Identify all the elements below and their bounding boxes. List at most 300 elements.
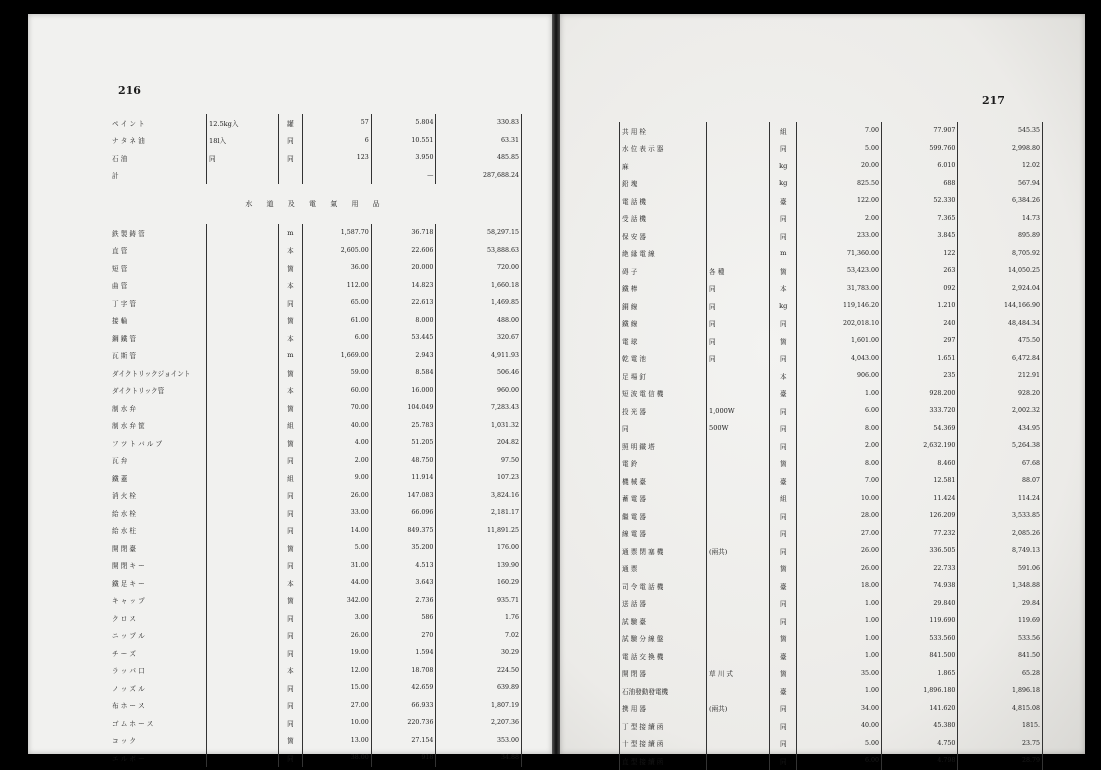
table-row xyxy=(110,224,522,242)
item-quantity: 26.00 xyxy=(797,560,882,578)
item-amount: 4,911.93 xyxy=(436,347,522,365)
item-spec xyxy=(207,504,279,522)
item-amount: 12.02 xyxy=(958,157,1043,175)
table-row xyxy=(620,402,1043,420)
item-quantity: 202,018.10 xyxy=(797,315,882,333)
item-quantity: 1.00 xyxy=(797,595,882,613)
item-amount: 287,688.24 xyxy=(436,167,522,185)
item-name: 瓦 斯 管 xyxy=(110,347,207,365)
item-spec xyxy=(207,557,279,575)
item-name: ゴ ム ホ ー ス xyxy=(110,714,207,732)
item-name: 受 話 機 xyxy=(620,210,707,228)
table-row xyxy=(620,157,1043,175)
item-spec xyxy=(707,245,770,263)
item-spec xyxy=(707,472,770,490)
item-amount: 895.89 xyxy=(958,227,1043,245)
item-unit-price: 27.154 xyxy=(371,732,436,750)
item-quantity: 40.00 xyxy=(797,717,882,735)
item-unit-price: 4.750 xyxy=(882,735,958,753)
item-name: ナ タ ネ 油 xyxy=(110,132,207,150)
item-name: ニ ッ プ ル xyxy=(110,627,207,645)
item-amount: 1,896.18 xyxy=(958,682,1043,700)
item-quantity: 53,423.00 xyxy=(797,262,882,280)
item-unit: 箇 xyxy=(770,665,797,683)
table-row xyxy=(620,630,1043,648)
item-unit-price: 122 xyxy=(882,245,958,263)
item-amount: 1815. xyxy=(958,717,1043,735)
item-unit: 同 xyxy=(278,522,302,540)
item-amount: 3,824.16 xyxy=(436,487,522,505)
item-amount: 88.07 xyxy=(958,472,1043,490)
item-quantity: 60.00 xyxy=(302,382,371,400)
item-quantity: 26.00 xyxy=(797,542,882,560)
item-spec xyxy=(707,630,770,648)
item-name: 開 閉 キ ー xyxy=(110,557,207,575)
item-unit: 同 xyxy=(770,595,797,613)
item-amount: 320.67 xyxy=(436,329,522,347)
item-unit: 組 xyxy=(770,490,797,508)
item-unit: 同 xyxy=(770,402,797,420)
item-unit-price: 092 xyxy=(882,280,958,298)
item-unit-price: 6.010 xyxy=(882,157,958,175)
item-unit-price: 66.933 xyxy=(371,697,436,715)
section-title-row xyxy=(110,184,522,224)
item-spec xyxy=(207,679,279,697)
table-row xyxy=(110,242,522,260)
item-name: 給 水 柱 xyxy=(110,522,207,540)
item-amount: 935.71 xyxy=(436,592,522,610)
item-spec: 同 xyxy=(707,315,770,333)
item-unit-price: 586 xyxy=(371,609,436,627)
item-unit-price: 2,632.190 xyxy=(882,437,958,455)
item-spec xyxy=(207,329,279,347)
item-unit: 同 xyxy=(278,714,302,732)
item-amount: 1,807.19 xyxy=(436,697,522,715)
item-unit-price: 928.200 xyxy=(882,385,958,403)
table-row xyxy=(110,539,522,557)
item-quantity: 26.00 xyxy=(302,487,371,505)
item-unit-price: 297 xyxy=(882,332,958,350)
item-name: 短 管 xyxy=(110,259,207,277)
item-unit-price: 263 xyxy=(882,262,958,280)
item-spec: 同 xyxy=(707,297,770,315)
item-spec xyxy=(707,385,770,403)
item-unit-price: 74.938 xyxy=(882,577,958,595)
item-quantity: 65.00 xyxy=(302,294,371,312)
item-unit: 本 xyxy=(278,277,302,295)
item-quantity: 6 xyxy=(302,132,371,150)
item-unit-price: 1,896.180 xyxy=(882,682,958,700)
item-name: 足 場 釘 xyxy=(620,367,707,385)
item-name: ラ ッ パ 口 xyxy=(110,662,207,680)
item-quantity: 6.00 xyxy=(797,402,882,420)
item-unit: 箇 xyxy=(278,259,302,277)
item-unit: 同 xyxy=(770,735,797,753)
item-amount: 1.76 xyxy=(436,609,522,627)
item-name: チ ー ズ xyxy=(110,644,207,662)
item-unit-price: 22.606 xyxy=(371,242,436,260)
item-amount: 3,533.85 xyxy=(958,507,1043,525)
item-unit: 組 xyxy=(770,122,797,140)
table-row xyxy=(110,504,522,522)
item-amount: 160.29 xyxy=(436,574,522,592)
item-unit: 箇 xyxy=(278,732,302,750)
item-quantity: 1.00 xyxy=(797,682,882,700)
item-unit-price: 11.914 xyxy=(371,469,436,487)
item-amount: 48,484.34 xyxy=(958,315,1043,333)
item-unit-price: 36.718 xyxy=(371,224,436,242)
table-row xyxy=(110,114,522,132)
item-quantity: 31.00 xyxy=(302,557,371,575)
item-quantity: 70.00 xyxy=(302,399,371,417)
item-amount: 1,348.88 xyxy=(958,577,1043,595)
item-unit: 本 xyxy=(770,280,797,298)
item-name: 鉛 塊 xyxy=(620,175,707,193)
item-amount: 720.00 xyxy=(436,259,522,277)
item-amount: 139.90 xyxy=(436,557,522,575)
item-unit-price: 52.330 xyxy=(882,192,958,210)
item-unit-price: 240 xyxy=(882,315,958,333)
item-amount: 29.84 xyxy=(958,595,1043,613)
item-spec xyxy=(707,525,770,543)
item-unit: 同 xyxy=(278,609,302,627)
item-unit: 箇 xyxy=(770,455,797,473)
item-quantity: 12.00 xyxy=(302,662,371,680)
item-quantity: 31,783.00 xyxy=(797,280,882,298)
item-quantity: 2.00 xyxy=(797,210,882,228)
item-amount: 14,050.25 xyxy=(958,262,1043,280)
item-unit: 同 xyxy=(278,627,302,645)
right-page xyxy=(560,14,1085,766)
item-amount: 475.50 xyxy=(958,332,1043,350)
item-name: 消 火 栓 xyxy=(110,487,207,505)
table-row xyxy=(110,749,522,767)
item-spec xyxy=(207,277,279,295)
item-name: 接 輪 xyxy=(110,312,207,330)
item-unit-price: 1.210 xyxy=(882,297,958,315)
item-spec xyxy=(207,469,279,487)
item-name: 麻 xyxy=(620,157,707,175)
item-amount: 2,085.26 xyxy=(958,525,1043,543)
table-row xyxy=(110,592,522,610)
table-row xyxy=(110,312,522,330)
item-name: 投 光 器 xyxy=(620,402,707,420)
table-row xyxy=(620,245,1043,263)
item-unit-price: 25.783 xyxy=(371,417,436,435)
item-name: 電 話 機 xyxy=(620,192,707,210)
item-spec xyxy=(207,382,279,400)
left-page xyxy=(28,14,552,763)
item-name: 携 用 器 xyxy=(620,700,707,718)
item-amount: 567.94 xyxy=(958,175,1043,193)
item-quantity: 71,360.00 xyxy=(797,245,882,263)
item-unit-price: 270 xyxy=(371,627,436,645)
item-spec xyxy=(207,242,279,260)
item-unit-price: 11.424 xyxy=(882,490,958,508)
table-row xyxy=(110,662,522,680)
item-spec xyxy=(207,644,279,662)
item-spec xyxy=(707,647,770,665)
item-name: 直 管 xyxy=(110,242,207,260)
item-quantity: 27.00 xyxy=(302,697,371,715)
item-unit: 同 xyxy=(770,140,797,158)
item-amount: 6,384.26 xyxy=(958,192,1043,210)
item-amount: 841.50 xyxy=(958,647,1043,665)
item-unit: kg xyxy=(770,157,797,175)
item-spec xyxy=(707,367,770,385)
item-spec xyxy=(707,507,770,525)
table-row xyxy=(620,122,1043,140)
item-name: 蓄 電 器 xyxy=(620,490,707,508)
item-quantity: 6.00 xyxy=(797,752,882,770)
item-unit-price: 22.613 xyxy=(371,294,436,312)
table-row xyxy=(110,364,522,382)
item-quantity: 33.00 xyxy=(302,504,371,522)
item-spec: 12.5kg入 xyxy=(207,114,279,132)
item-unit: 同 xyxy=(278,504,302,522)
item-quantity: 57 xyxy=(302,114,371,132)
item-name: 保 安 器 xyxy=(620,227,707,245)
item-unit: 同 xyxy=(278,697,302,715)
table-row xyxy=(620,595,1043,613)
table-row xyxy=(620,700,1043,718)
item-unit-price: 54.369 xyxy=(882,420,958,438)
item-unit: 本 xyxy=(278,329,302,347)
item-amount: 488.00 xyxy=(436,312,522,330)
item-amount: 4,815.08 xyxy=(958,700,1043,718)
item-name: 司 令 電 話 機 xyxy=(620,577,707,595)
item-spec: 同 xyxy=(707,280,770,298)
item-amount: 119.69 xyxy=(958,612,1043,630)
item-spec xyxy=(207,697,279,715)
item-unit: m xyxy=(770,245,797,263)
item-amount: 114.24 xyxy=(958,490,1043,508)
item-unit: 箇 xyxy=(278,312,302,330)
item-quantity: 10.00 xyxy=(302,714,371,732)
item-name: ノ ッ ズ ル xyxy=(110,679,207,697)
item-unit: 同 xyxy=(278,294,302,312)
item-spec: (兩共) xyxy=(707,542,770,560)
item-unit: 同 xyxy=(770,752,797,770)
table-row xyxy=(110,149,522,167)
item-quantity: 1,587.70 xyxy=(302,224,371,242)
item-spec xyxy=(707,717,770,735)
item-spec xyxy=(207,539,279,557)
item-unit-price: 1.865 xyxy=(882,665,958,683)
table-row xyxy=(620,542,1043,560)
item-unit: 本 xyxy=(278,242,302,260)
item-name: 計 xyxy=(110,167,207,185)
item-unit: 臺 xyxy=(770,472,797,490)
item-unit-price: 3.950 xyxy=(371,149,436,167)
item-unit-price: 77.232 xyxy=(882,525,958,543)
table-row xyxy=(110,609,522,627)
item-unit: 箇 xyxy=(770,630,797,648)
item-unit: kg xyxy=(770,297,797,315)
item-unit: 同 xyxy=(770,437,797,455)
item-amount: 7,283.43 xyxy=(436,399,522,417)
item-unit-price: 126.209 xyxy=(882,507,958,525)
item-quantity: 122.00 xyxy=(797,192,882,210)
item-unit: 同 xyxy=(278,487,302,505)
item-amount: 485.85 xyxy=(436,149,522,167)
item-spec xyxy=(207,167,279,185)
right-ledger-table xyxy=(619,122,1043,770)
table-row xyxy=(620,507,1043,525)
item-name: 直 型 接 續 函 xyxy=(620,752,707,770)
item-amount: 212.91 xyxy=(958,367,1043,385)
table-row xyxy=(110,132,522,150)
item-unit: 本 xyxy=(278,574,302,592)
item-name: ダイクトリック管 xyxy=(110,382,207,400)
item-quantity: 35.00 xyxy=(797,665,882,683)
item-unit: m xyxy=(278,224,302,242)
item-unit: 臺 xyxy=(770,385,797,403)
item-quantity: 5.00 xyxy=(797,140,882,158)
item-name: 鐵 線 xyxy=(620,315,707,333)
page-number-right: 217 xyxy=(982,94,1005,107)
item-unit: 臺 xyxy=(770,647,797,665)
item-amount: 545.35 xyxy=(958,122,1043,140)
table-row xyxy=(620,682,1043,700)
item-quantity: 7.00 xyxy=(797,472,882,490)
item-spec xyxy=(707,735,770,753)
item-name: 開 閉 器 xyxy=(620,665,707,683)
item-quantity: 906.00 xyxy=(797,367,882,385)
item-unit-price: 42.659 xyxy=(371,679,436,697)
item-name: エ ル ボ ー xyxy=(110,749,207,767)
item-quantity: 18.00 xyxy=(797,577,882,595)
item-amount: 63.31 xyxy=(436,132,522,150)
item-unit-price: — xyxy=(371,167,436,185)
item-name: 鉄 製 鋳 管 xyxy=(110,224,207,242)
item-spec xyxy=(707,122,770,140)
item-amount: 434.95 xyxy=(958,420,1043,438)
item-amount: 928.20 xyxy=(958,385,1043,403)
table-row xyxy=(620,752,1043,770)
item-unit: 同 xyxy=(278,644,302,662)
item-unit-price: 333.720 xyxy=(882,402,958,420)
table-row xyxy=(110,679,522,697)
item-unit-price: 688 xyxy=(882,175,958,193)
item-amount: 14.73 xyxy=(958,210,1043,228)
item-spec: 18l入 xyxy=(207,132,279,150)
item-quantity: 36.00 xyxy=(302,259,371,277)
item-spec xyxy=(707,157,770,175)
item-amount: 58,297.15 xyxy=(436,224,522,242)
item-unit: 本 xyxy=(278,662,302,680)
item-quantity: 1.00 xyxy=(797,630,882,648)
table-row xyxy=(620,647,1043,665)
item-name: 石油發動發電機 xyxy=(620,682,707,700)
item-spec: 同 xyxy=(707,350,770,368)
item-amount: 224.50 xyxy=(436,662,522,680)
item-name: 線 電 器 xyxy=(620,525,707,543)
item-unit-price: 1.594 xyxy=(371,644,436,662)
item-spec xyxy=(207,399,279,417)
item-spec xyxy=(207,347,279,365)
item-spec xyxy=(707,560,770,578)
item-spec xyxy=(707,752,770,770)
item-unit: 同 xyxy=(278,749,302,767)
table-row xyxy=(620,735,1043,753)
item-quantity: 13.00 xyxy=(302,732,371,750)
item-unit: 同 xyxy=(278,452,302,470)
table-row xyxy=(110,277,522,295)
item-spec xyxy=(707,210,770,228)
item-unit-price: 8.460 xyxy=(882,455,958,473)
item-name: 銅 線 xyxy=(620,297,707,315)
table-row xyxy=(110,259,522,277)
item-spec: 各 種 xyxy=(707,262,770,280)
item-unit: 同 xyxy=(770,612,797,630)
item-unit: 同 xyxy=(770,507,797,525)
item-quantity: 1,601.00 xyxy=(797,332,882,350)
item-amount: 30.29 xyxy=(436,644,522,662)
item-unit-price: 1.651 xyxy=(882,350,958,368)
item-spec xyxy=(207,749,279,767)
item-unit: 同 xyxy=(770,227,797,245)
table-row xyxy=(110,167,522,185)
item-quantity: 59.00 xyxy=(302,364,371,382)
table-row xyxy=(620,262,1043,280)
table-row xyxy=(110,574,522,592)
table-row xyxy=(110,399,522,417)
table-row xyxy=(110,452,522,470)
item-unit-price: 10.551 xyxy=(371,132,436,150)
item-unit: 本 xyxy=(770,367,797,385)
table-row xyxy=(620,420,1043,438)
table-row xyxy=(110,627,522,645)
item-unit-price: 66.096 xyxy=(371,504,436,522)
item-name: 鐵 足 キ ー xyxy=(110,574,207,592)
item-amount: 2,924.04 xyxy=(958,280,1043,298)
item-name: フ ツ ト バ ル ブ xyxy=(110,434,207,452)
item-unit-price: 220.736 xyxy=(371,714,436,732)
item-name: ペ イ ン ト xyxy=(110,114,207,132)
item-quantity: 8.00 xyxy=(797,420,882,438)
item-amount: 8,749.13 xyxy=(958,542,1043,560)
item-amount: 960.00 xyxy=(436,382,522,400)
item-unit: 臺 xyxy=(770,682,797,700)
item-quantity: 4.00 xyxy=(302,434,371,452)
item-quantity: 14.00 xyxy=(302,522,371,540)
item-unit-price: 841.500 xyxy=(882,647,958,665)
item-name: ク ロ ス xyxy=(110,609,207,627)
item-unit: 同 xyxy=(278,557,302,575)
item-unit-price: 849.375 xyxy=(371,522,436,540)
item-quantity: 4,043.00 xyxy=(797,350,882,368)
item-amount: 34.88 xyxy=(436,749,522,767)
item-spec xyxy=(707,140,770,158)
item-unit: 箇 xyxy=(278,592,302,610)
item-name: 同 xyxy=(620,420,707,438)
table-row xyxy=(620,210,1043,228)
table-row xyxy=(620,227,1043,245)
table-row xyxy=(620,472,1043,490)
item-spec xyxy=(707,595,770,613)
item-quantity: 20.00 xyxy=(797,157,882,175)
item-quantity: 44.00 xyxy=(302,574,371,592)
item-spec xyxy=(707,437,770,455)
item-unit: 箇 xyxy=(278,364,302,382)
item-unit: 箇 xyxy=(770,262,797,280)
item-unit-price: 14.823 xyxy=(371,277,436,295)
item-quantity: 1.00 xyxy=(797,647,882,665)
item-spec: (兩共) xyxy=(707,700,770,718)
item-quantity: 8.00 xyxy=(797,455,882,473)
item-quantity: 6.00 xyxy=(302,329,371,347)
